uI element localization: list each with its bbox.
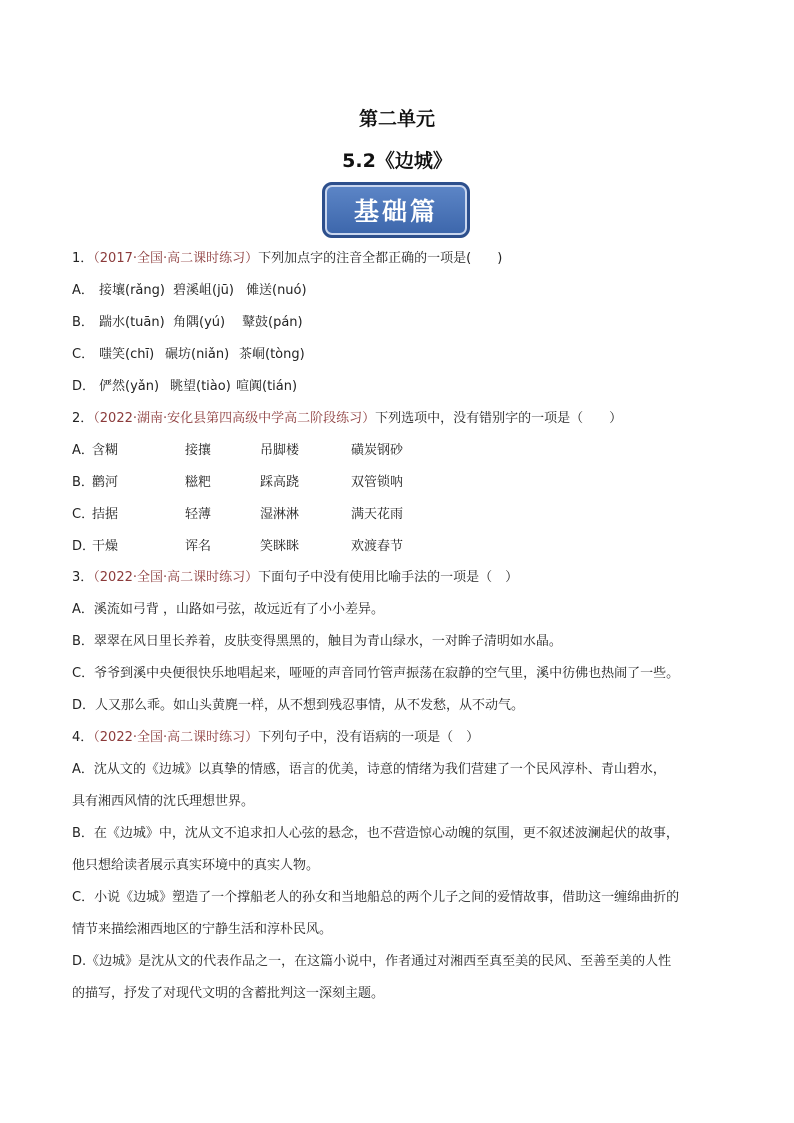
q2-option-a [72,442,404,460]
q2-option-c [72,506,404,524]
lesson-title: 5.2《边城》 [342,150,452,172]
q3-option-b: B．翠翠在风日里长养着，皮肤变得黑黑的，触目为青山绿水，一对眸子清明如水晶。 [72,634,562,649]
question-stem: 下面句子中没有使用比喻手法的一项是（ ） [258,570,519,585]
option-item: 鹳河 [92,475,119,490]
question-4-heading [72,729,479,747]
q4-option-b-line1: B．在《边城》中，沈从文不追求扣人心弦的悬念，也不营造惊心动魄的氛围，更不叙述波澜起伏的故事， [72,826,679,841]
q2-option-b [72,474,404,492]
option-item: 干燥 [92,539,119,554]
q2-option-d [72,538,404,556]
q1-option-a [72,282,307,300]
question-stem: 下列加点字的注音全都正确的一项是( ) [258,251,503,266]
option-item: 轻薄 [185,507,212,522]
option-item: 笑眯眯 [260,539,300,554]
question-number: 2． [72,411,94,426]
option-letter: D． [72,379,96,394]
option-letter: B． [72,315,94,330]
option-item: 接壤(rǎng) [99,283,165,298]
option-item: 拮据 [92,507,119,522]
q3-option-c: C．爷爷到溪中央便很快乐地唱起来，哑哑的声音同竹管声振荡在寂静的空气里，溪中彷佛也热闹了一些。 [72,666,680,681]
option-item: 满天花雨 [351,507,404,522]
question-1-heading [72,250,502,268]
option-item: 鼙鼓(pán) [242,315,303,330]
option-letter: A． [72,443,94,458]
question-number: 4． [72,730,94,745]
option-letter: A． [72,283,94,298]
option-letter: D． [72,539,96,554]
question-source: （2017·全国·高二课时练习） [93,251,259,266]
option-item: 踩高跷 [260,475,300,490]
option-item: 接攘 [185,443,212,458]
q4-option-c-line1: C．小说《边城》塑造了一个撑船老人的孙女和当地船总的两个儿子之间的爱情故事，借助这一缠绵曲折的 [72,890,680,905]
option-item: 磺炭钢砂 [351,443,404,458]
question-stem: 下列选项中，没有错别字的一项是（ ） [375,411,623,426]
option-item: 嗤笑(chī) [99,347,155,362]
question-3-heading [72,569,518,587]
question-number: 3． [72,570,94,585]
option-item: 湿淋淋 [260,507,300,522]
question-2-heading [72,410,622,428]
option-item: 角隅(yú) [173,315,226,330]
unit-title: 第二单元 [358,108,435,130]
option-item: 双管锁呐 [351,475,404,490]
q4-option-b-line2: 他只想给读者展示真实环境中的真实人物。 [72,858,320,873]
option-item: 碧溪岨(jū) [173,283,234,298]
option-letter: C． [72,347,95,362]
q1-option-d [72,378,298,396]
q1-option-c [72,346,305,364]
q1-option-b [72,314,303,332]
option-item: 糍粑 [185,475,212,490]
option-item: 欢渡春节 [351,539,404,554]
option-item: 碾坊(niǎn) [165,347,230,362]
q4-option-c-line2: 情节来描绘湘西地区的宁静生活和淳朴民风。 [72,922,333,937]
q4-option-a-line1: A．沈从文的《边城》以真挚的情感，语言的优美，诗意的情绪为我们营建了一个民风淳朴、青山碧水， [72,762,666,777]
option-letter: C． [72,507,95,522]
question-stem: 下列句子中，没有语病的一项是（ ） [258,730,480,745]
question-source: （2022·全国·高二课时练习） [93,730,259,745]
q4-option-d-line1: D.《边城》是沈从文的代表作品之一，在这篇小说中，作者通过对湘西至真至美的民风、至善至美的人性 [72,954,672,969]
option-letter: B． [72,475,94,490]
question-number: 1． [72,251,94,266]
q3-option-d: D．人又那么乖。如山头黄麂一样，从不想到残忍事情，从不发愁，从不动气。 [72,698,525,713]
question-source: （2022·湖南·安化县第四高级中学高二阶段练习） [93,411,376,426]
q4-option-a-line2: 具有湘西风情的沈氏理想世界。 [72,794,255,809]
q4-option-d-line2: 的描写，抒发了对现代文明的含蓄批判这一深刻主题。 [72,986,385,1001]
option-item: 俨然(yǎn) [99,379,160,394]
option-item: 吊脚楼 [260,443,300,458]
q3-option-a: A．溪流如弓背 ，山路如弓弦，故远近有了小小差异。 [72,602,385,617]
option-item: 含糊 [92,443,119,458]
question-source: （2022·全国·高二课时练习） [93,570,259,585]
option-item: 诨名 [185,539,212,554]
option-item: 傩送(nuó) [246,283,307,298]
option-item: 踹水(tuān) [99,315,165,330]
option-item: 喧阗(tián) [236,379,298,394]
option-item: 眺望(tiào) [170,379,231,394]
option-item: 茶峒(tòng) [239,347,305,362]
section-badge: 基础篇 [322,182,470,238]
